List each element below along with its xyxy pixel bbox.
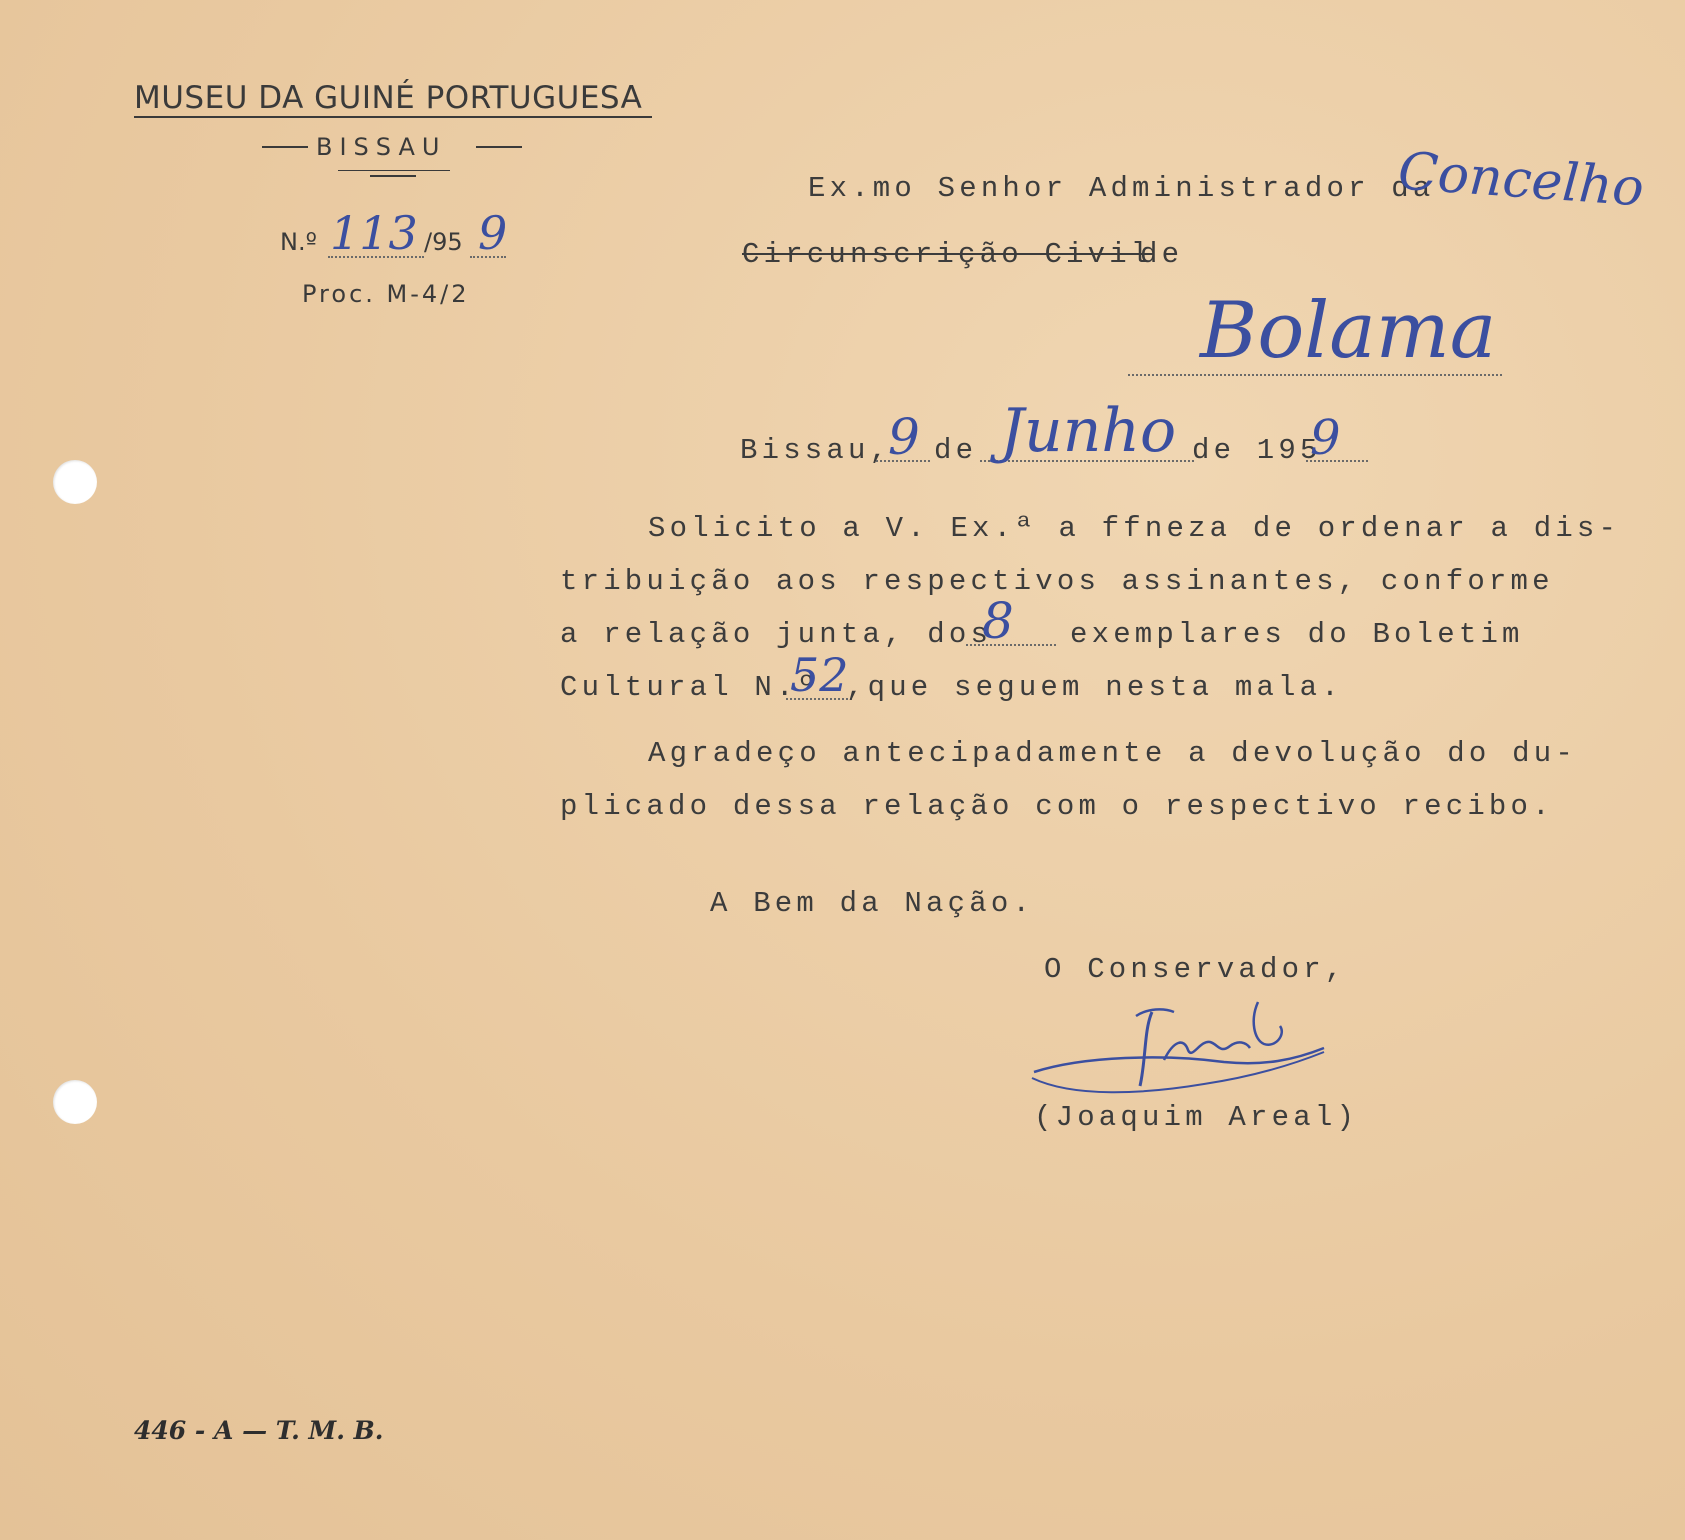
letterhead-city: BISSAU xyxy=(316,133,447,161)
addressee-struck-circunscricao: Circunscrição Civil xyxy=(742,238,1153,271)
bulletin-number-handwritten: 52 xyxy=(790,648,849,702)
copies-handwritten: 8 xyxy=(982,592,1014,650)
reference-year-prefix: /95 xyxy=(424,228,463,256)
date-city: Bissau, xyxy=(740,434,892,467)
addressee-council-handwritten: Concelho xyxy=(1396,141,1646,219)
reference-year-handwritten: 9 xyxy=(478,206,508,260)
body-p1-line-3a: a relação junta, dos xyxy=(560,618,993,651)
date-day-handwritten: 9 xyxy=(888,408,920,466)
printer-mark: 446 - A — T. M. B. xyxy=(134,1416,384,1445)
body-p1-line-3b: exemplares do Boletim xyxy=(1070,618,1524,651)
punch-hole-top xyxy=(53,460,97,504)
body-p2-line-2: plicado dessa relação com o respectivo recibo. xyxy=(560,790,1554,823)
city-underline-short xyxy=(370,175,416,177)
body-p1-line-4b: ,que seguem nesta mala. xyxy=(846,671,1343,704)
punch-hole-bottom xyxy=(53,1080,97,1124)
body-p1-line-1: Solicito a V. Ex.ª a ffneza de ordenar a dis- xyxy=(648,512,1621,545)
city-rule-right xyxy=(476,146,522,148)
closing-title: O Conservador, xyxy=(1044,953,1347,986)
addressee-place-handwritten: Bolama xyxy=(1200,286,1497,376)
city-underline xyxy=(338,170,450,171)
date-de-1: de xyxy=(934,434,978,467)
closing-salutation: A Bem da Nação. xyxy=(710,887,1035,920)
date-de-year: de 195 xyxy=(1192,434,1322,467)
body-p1-line-4a: Cultural N.º xyxy=(560,671,820,704)
date-month-handwritten: Junho xyxy=(1000,396,1177,466)
process-reference: Proc. M-4/2 xyxy=(302,280,470,308)
body-p2-line-1: Agradeço antecipadamente a devolução do du- xyxy=(648,737,1577,770)
addressee-line-2-de: de xyxy=(1140,238,1184,271)
institution-underline xyxy=(134,116,652,118)
reference-number-handwritten: 113 xyxy=(330,206,418,260)
date-year-handwritten: 9 xyxy=(1310,410,1341,466)
body-p1-line-2: tribuição aos respectivos assinantes, conforme xyxy=(560,565,1554,598)
institution-name: MUSEU DA GUINÉ PORTUGUESA xyxy=(134,80,643,116)
city-rule-left xyxy=(262,146,308,148)
signatory-name: (Joaquim Areal) xyxy=(1034,1101,1359,1134)
addressee-line-1: Ex.mo Senhor Administrador da xyxy=(808,172,1435,205)
reference-number-prefix: N.º xyxy=(280,228,317,256)
